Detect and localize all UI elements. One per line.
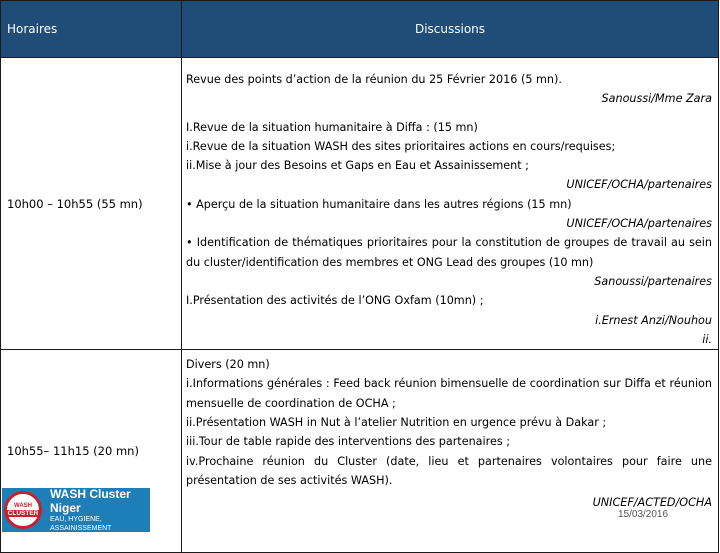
time-slot-cell: 10h00 – 10h55 (55 mn): [1, 58, 182, 350]
discussion-line: Divers (20 mn): [186, 358, 270, 372]
discussion-line: i.Revue de la situation WASH des sites prioritaires actions en cours/requises;: [186, 139, 616, 153]
discussion-cell: [182, 58, 719, 350]
wash-cluster-badge-icon: WASH CLUSTER: [4, 491, 42, 529]
discussion-line: ii.Mise à jour des Besoins et Gaps en Eau et Assainissement ;: [186, 159, 529, 173]
wash-cluster-logo: [2, 488, 150, 532]
footer-date: 15/03/2016: [618, 509, 669, 520]
responsible-label: Sanoussi/Mme Zara: [601, 92, 712, 106]
discussion-line: iv.Prochaine réunion du Cluster (date, lieu et partenaires volontaires pour faire une présentation de ses activités WASH).: [186, 454, 712, 487]
header-row: [1, 1, 719, 58]
responsible-label: UNICEF/OCHA/partenaires: [566, 178, 712, 192]
discussion-line: I.Revue de la situation humanitaire à Diffa : (15 mn): [186, 120, 478, 134]
discussion-line: • Aperçu de la situation humanitaire dans les autres régions (15 mn): [186, 197, 572, 211]
responsible-label: UNICEF/OCHA/partenaires: [566, 217, 712, 231]
time-slot-cell: 10h55– 11h15 (20 mn): [1, 350, 182, 553]
discussion-cell: [182, 350, 719, 553]
responsible-label: i.Ernest Anzi/Nouhou: [595, 313, 712, 327]
agenda-row: [1, 58, 719, 350]
discussion-line: • Identification de thématiques prioritaires pour la constitution de groupes de travail au sein du cluster/identification des membres et ONG Lead des groupes (10 mn): [186, 236, 712, 269]
discussion-line: ii.Présentation WASH in Nut à l’atelier Nutrition en urgence prévu à Dakar ;: [186, 416, 607, 430]
responsible-label: Sanoussi/partenaires: [594, 274, 712, 288]
logo-title: WASH Cluster Niger: [50, 487, 131, 515]
logo-subtitle: EAU, HYGIENE, ASSAINISSEMENT: [50, 516, 112, 532]
discussion-line: Revue des points d’action de la réunion du 25 Février 2016 (5 mn).: [186, 73, 562, 86]
discussion-line: I.Présentation des activités de l’ONG Oxfam (10mn) ;: [186, 294, 484, 308]
header-horaires: Horaires: [1, 1, 182, 58]
discussion-line: i.Informations générales : Feed back réunion bimensuelle de coordination sur Diffa et réunion mensuelle de coordination de OCHA ;: [186, 377, 712, 410]
discussion-line: iii.Tour de table rapide des interventions des partenaires ;: [186, 435, 511, 449]
responsible-label: UNICEF/ACTED/OCHA: [592, 496, 712, 510]
header-discussions: Discussions: [182, 1, 719, 58]
logo-text: [50, 487, 150, 533]
responsible-label: ii.: [702, 332, 712, 346]
